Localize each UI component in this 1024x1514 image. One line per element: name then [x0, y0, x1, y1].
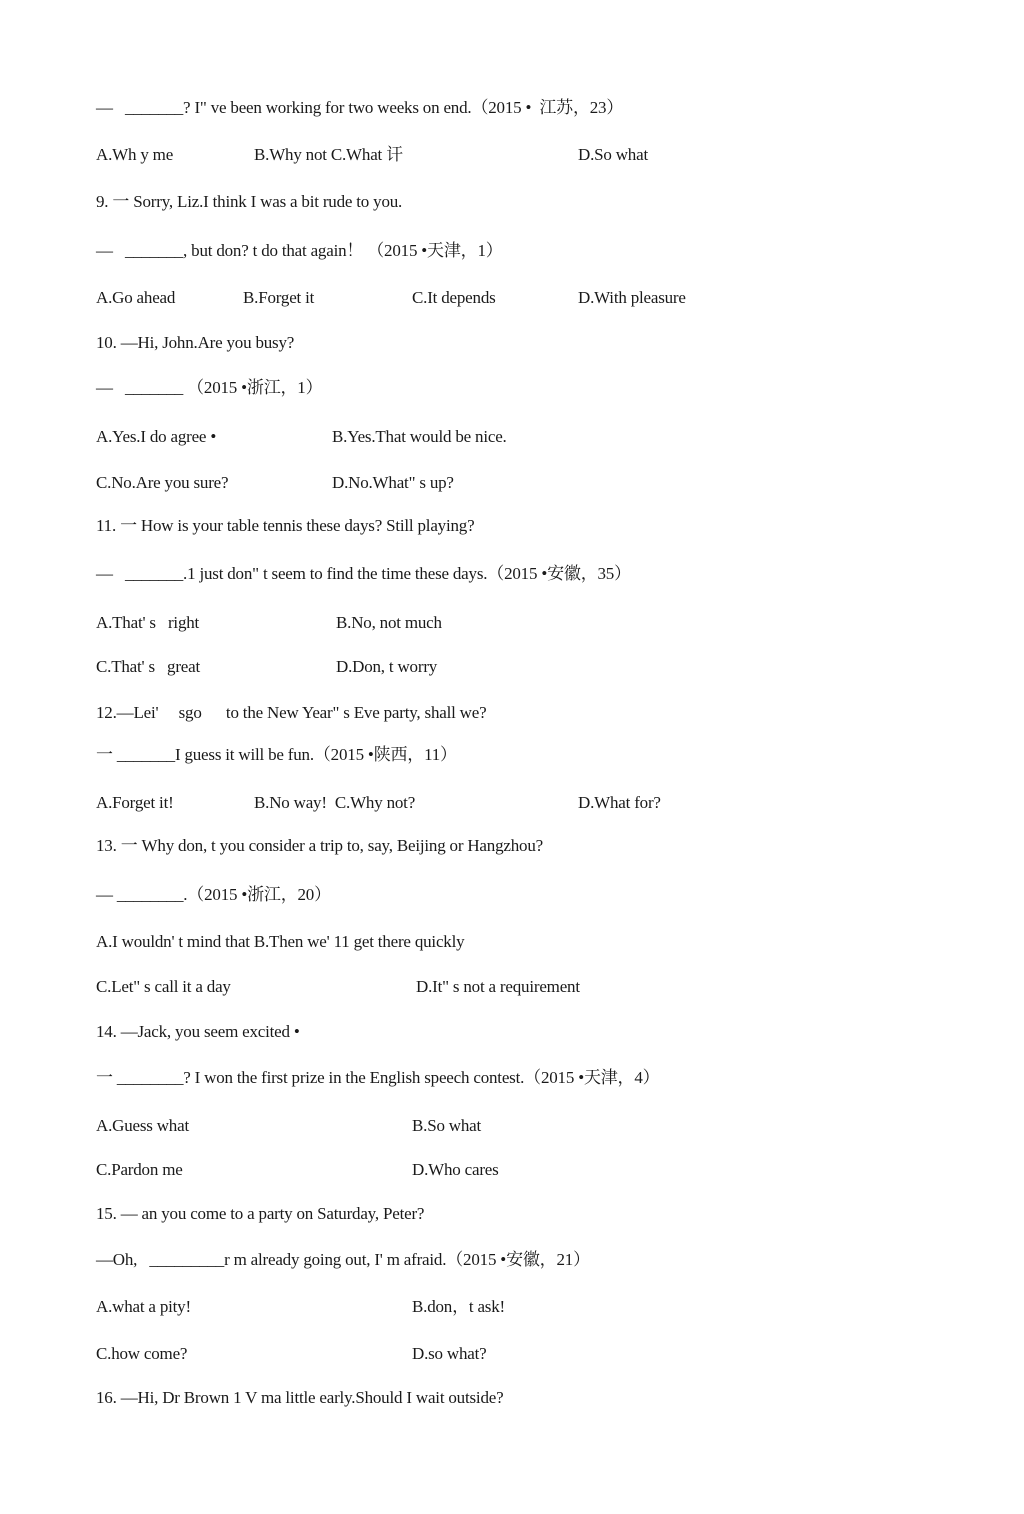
option-c: C.Let" s call it a day — [96, 977, 231, 996]
question-12-prompt: 12.—Lei' sgo to the New Year" s Eve party, shall we? — [96, 703, 487, 722]
question-14-answer-line: 一 ________? I won the first prize in the English speech contest.（2015 •天津，4） — [96, 1068, 660, 1087]
question-15-prompt: 15. — an you come to a party on Saturday, Peter? — [96, 1204, 425, 1223]
question-15-answer-line: —Oh, _________r m already going out, I' m afraid.（2015 •安徽，21） — [96, 1250, 590, 1269]
option-d: D.Don, t worry — [336, 657, 438, 676]
option-d: D.What for? — [578, 793, 661, 812]
option-d: D.No.What" s up? — [332, 473, 454, 492]
option-b: B.So what — [412, 1116, 482, 1135]
question-8-answer-line: — _______? I" ve been working for two weeks on end.（2015 • 江苏，23） — [96, 98, 624, 117]
option-d: D.With pleasure — [578, 288, 686, 307]
option-b: B.No, not much — [336, 613, 442, 632]
question-16-prompt: 16. —Hi, Dr Brown 1 V ma little early.Should I wait outside? — [96, 1388, 504, 1407]
option-c: C.That' s great — [96, 657, 200, 676]
question-11-answer-line: — _______.1 just don" t seem to find the time these days.（2015 •安徽，35） — [96, 564, 631, 583]
option-d: D.so what? — [412, 1344, 487, 1363]
option-b-c: B.Why not C.What 讦 — [254, 145, 403, 164]
option-d: D.Who cares — [412, 1160, 499, 1179]
question-9-prompt: 9. 一 Sorry, Liz.I think I was a bit rude to you. — [96, 192, 403, 211]
question-12-answer-line: 一 _______I guess it will be fun.（2015 •陕西，11） — [96, 745, 457, 764]
option-a: A.Wh y me — [96, 145, 174, 164]
question-13-prompt: 13. 一 Why don, t you consider a trip to, say, Beijing or Hangzhou? — [96, 836, 543, 855]
option-c: C.No.Are you sure? — [96, 473, 229, 492]
question-11-prompt: 11. 一 How is your table tennis these days? Still playing? — [96, 516, 475, 535]
option-a-b: A.I wouldn' t mind that B.Then we' 11 get there quickly — [96, 932, 465, 951]
option-c: C.how come? — [96, 1344, 188, 1363]
option-a: A.Guess what — [96, 1116, 189, 1135]
option-b-c: B.No way! C.Why not? — [254, 793, 416, 812]
question-9-answer-line: — _______, but don? t do that again！ （2015 •天津，1） — [96, 241, 503, 260]
option-a: A.Forget it! — [96, 793, 174, 812]
option-a: A.Go ahead — [96, 288, 176, 307]
question-10-prompt: 10. —Hi, John.Are you busy? — [96, 333, 295, 352]
option-a: A.what a pity! — [96, 1297, 191, 1316]
option-b: B.don，t ask! — [412, 1297, 505, 1316]
option-c: C.It depends — [412, 288, 496, 307]
option-d: D.It" s not a requirement — [416, 977, 580, 996]
option-b: B.Yes.That would be nice. — [332, 427, 507, 446]
question-13-answer-line: — ________.（2015 •浙江，20） — [96, 885, 331, 904]
option-a: A.Yes.I do agree • — [96, 427, 217, 446]
question-14-prompt: 14. —Jack, you seem excited • — [96, 1022, 300, 1041]
option-d: D.So what — [578, 145, 648, 164]
option-b: B.Forget it — [243, 288, 315, 307]
question-10-answer-line: — _______ （2015 •浙江，1） — [96, 378, 323, 397]
option-c: C.Pardon me — [96, 1160, 183, 1179]
option-a: A.That' s right — [96, 613, 200, 632]
